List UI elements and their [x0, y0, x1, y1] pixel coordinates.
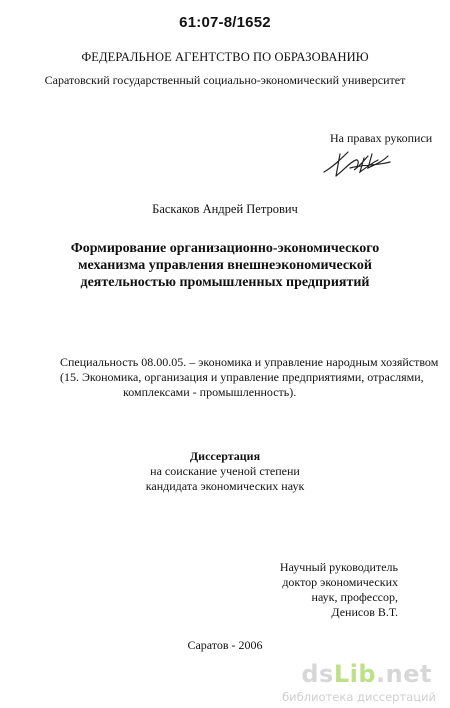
dslib-watermark — [240, 660, 440, 704]
handwritten-signature — [320, 146, 395, 180]
degree-line: на соискание ученой степени — [150, 464, 300, 478]
specialty-block — [60, 355, 439, 400]
author-name: Баскаков Андрей Петрович — [152, 202, 298, 216]
watermark-subtitle: библиотека диссертаций — [282, 690, 436, 704]
dissertation-title — [20, 240, 430, 291]
title-line: механизма управления внешнеэкономической — [77, 258, 372, 273]
manuscript-rights-note: На правах рукописи — [330, 131, 433, 145]
title-line: деятельностью промышленных предприятий — [80, 275, 370, 290]
specialty-line: (15. Экономика, организация и управление предприятиями, отраслями, — [60, 370, 424, 384]
title-line: Формирование организационно-экономического — [70, 241, 380, 256]
advisor-line: наук, профессор, — [311, 590, 398, 604]
scientific-advisor-block — [198, 560, 398, 620]
watermark-logo: dsLib.net — [301, 660, 432, 688]
specialty-line: Специальность 08.00.05. – экономика и управление народным хозяйством — [60, 355, 439, 369]
dissertation-heading: Диссертация — [189, 449, 261, 463]
document-code: 61:07-8/1652 — [179, 14, 271, 31]
advisor-line: Денисов В.Т. — [331, 605, 398, 619]
city-year: Саратов - 2006 — [187, 638, 263, 652]
university-name: Саратовский государственный социально-экономический университет — [44, 73, 406, 87]
specialty-line: комплексами - промышленность). — [123, 385, 297, 399]
dissertation-degree-block — [0, 449, 450, 494]
degree-line: кандидата экономических наук — [145, 479, 305, 493]
advisor-line: доктор экономических — [282, 575, 398, 589]
advisor-line: Научный руководитель — [279, 560, 398, 574]
agency-name: ФЕДЕРАЛЬНОЕ АГЕНТСТВО ПО ОБРАЗОВАНИЮ — [81, 50, 369, 64]
